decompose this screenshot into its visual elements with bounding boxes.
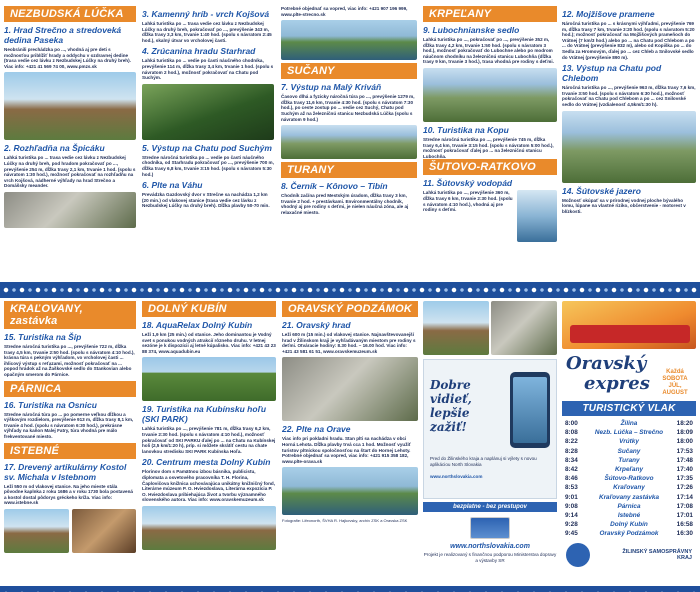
section-bar-kralovany: KRAĽOVANY, zastávka	[4, 301, 136, 329]
text-plte-contact: Potrebné objednať sa vopred, viac info: +421 907 196 999, www.plte-strecno.sk	[281, 6, 408, 17]
text-centrum-mesta: Florinov dom s Pamätnou izbou básnika, publicistu, diplomata a osvetového pracovníka T. H. Florina, Čaplovičova knižnica uchovávajúca unikátny knižničný fond, Literárne múzeum P. O. Hviezdoslava, Literárna expozícia P. O. Hviezdoslava pribiehajúca život a tvorbu významného slovenského autora. Viac info: www.oravskemuzeum.sk	[142, 469, 275, 503]
col-krpelany	[423, 6, 557, 278]
heading-aquarelax: 18. AquaRelax Dolný Kubín	[142, 320, 253, 330]
photo-chlebom	[562, 111, 696, 183]
folk-ornament-band	[0, 282, 700, 298]
ad-app-panel	[423, 359, 557, 499]
col-sucany	[281, 6, 417, 278]
heading-mojzisove-pramene: 12. Mojžišove pramene	[562, 9, 655, 19]
heading-plte-orava: 22. Plte na Orave	[282, 424, 351, 435]
expres-title-1: Oravský	[566, 353, 647, 374]
photo-starhrad	[142, 84, 274, 140]
ad-photo-strip	[423, 301, 557, 355]
heading-lubochnianske-sedlo: 9. Lubochnianske sedlo	[423, 25, 520, 35]
timetable-row: 8:22 Vrútky 18:00	[565, 438, 693, 446]
timetable-row: 8:34 Turany 17:48	[565, 456, 693, 464]
heading-centrum-mesta: 20. Centrum mesta Dolný Kubín	[142, 457, 271, 468]
text-kopa: Stredne náročná turistika po ..., prevýšenie 745 m, dĺžka trasy 6,4 km, trvanie 3:15 hod. (spolu s návratom 5:00 hod.), možnosť pokračovať ďalej po ... na železničnú stanicu Lubochňa.	[423, 136, 554, 159]
text-turistika-sip: Stredne náročná turistika po ..., prevýšenie 722 m, dĺžka trasy 4,5 km, trvanie 2:50 hod. (spolu s návratom 4:10 hod.), krásna túra s pekným výhľadom, vo vrcholovej časti ... ihlicový výstup s reťazami, možnosť pokračovať na ... popod hrádok až na Žaškovské sedlo do Stankovian alebo opačným smerom do Párnice.	[4, 344, 135, 377]
heading-sutovske-jazero: 14. Šútovské jazero	[562, 185, 641, 196]
text-starhrad: Lahká turistika po ... vedie po časti náučného chodníka, prevýšenie 114 m, dĺžka trasy 3,4 km, trvanie 1 hod. (spolu s návratom 2 hod.), možnosť pokračovať na Chatu pod Suchým.	[142, 58, 274, 81]
timetable-row: 8:42 Krpeľany 17:40	[565, 466, 693, 474]
istebne-photos	[4, 506, 136, 556]
ad-title: Dobre vidieť, lepšie zažiť!	[430, 378, 472, 434]
expres-title-2: expres	[584, 373, 650, 394]
photo-rozhladna	[4, 192, 136, 228]
heading-plte-na-vahu: 6. Plte na Váhu	[142, 180, 203, 191]
footer-project-note: Projekt je realizovaný s finančnou podporou Ministerstva dopravy a výstavby SR	[423, 552, 557, 563]
text-chata-pod-chlebom: Náročná turistika po ..., prevýšenie 963 m, dĺžka trasy 7,6 km, trvanie 3:50 hod. (spolu s návratom 6:30 hod.), možnosť pokračovať na Chatu pod Chlebom a po ... cez Snilovské sedlo do Vrátnej (vzdialenosť 4,5km/1:30 h).	[562, 85, 696, 107]
vodopad-row	[423, 190, 557, 242]
col-oravsky-podzamok	[282, 301, 418, 589]
timetable-row: 8:08 Nezb. Lúčka – Strečno 18:09	[565, 429, 693, 437]
text-rozhladna-spicak: Lahká turistika po ... trasa vedie cez lávku z Nezbudskej Lúčky na druhý breh, pod hradom pokračovať po ..., prevýšenie 254 m, dĺžka trasy 2,1 km, trvanie 1 hod. (spolu s návratom 1:30 hod.), možnosť pokračovať na rozhľadňu na vrch Kojšová, nádherné výhľady na hrad Strečno a Domášsky meander.	[4, 155, 136, 189]
text-cernik: Chodník začína pred Mestským úradom, dĺžka trasy 3 km, trvanie 2 hod. + prestávkami. Environmentálny chodník, vhodný aj pre rodiny s deťmi, je nielen náučná zóna, ale aj relaxačné miesto.	[281, 193, 409, 215]
section-bar-sucany: SUČANY	[281, 63, 417, 79]
logo-row	[562, 543, 696, 567]
zsk-logo: ŽILINSKÝ SAMOSPRÁVNY KRAJ	[622, 548, 692, 561]
heading-sutovsky-vodopad: 11. Šútovský vodopád	[423, 178, 513, 189]
timetable-row: 8:28 Sučany 17:53	[565, 447, 693, 455]
heading-kamenny-hrib: 3. Kamenný hríb - vrch Kojšová	[142, 9, 270, 19]
section-bar-oravsky-podzamok: ORAVSKÝ PODZÁMOK	[282, 301, 418, 317]
text-hrad-strecno: Neobránili prechádzka po ..., vhodná aj pre deti s možnosťou priblížiť hrady a oddychu v ozdravnej dedine (trasa vedie cez lávku z Nezbudskej Lúčky na druhý breh). Viac info: +421 41 569 74 00, www.pmzs.sk	[4, 47, 131, 69]
photo-plte	[281, 20, 417, 60]
text-plte-orava: Viac info pri pokladni hradu. Stan plti sa nachádza v obci Horná Lehota. Dĺžka plavby trvá cca 1 hod. Možnosť využiť turistov pltníckou spoločnosťou na štart do Hornej Lehoty. Potrebné objednať sa vopred, viac info: +421 915 358 182, www.plte-orava.sk	[282, 436, 411, 464]
text-kostol-istebne: Leží 550 m od vlakovej stanice. Na jeho mieste stála pôvodne kaplnka z roku 1686 a v roku 1730 bola postavená a kostol dostal pôdorys gréckeho kríža. Viac info: www.istebne.sk	[4, 483, 133, 506]
zsr-logo	[566, 543, 590, 567]
photo-plte-orava	[282, 467, 418, 515]
heading-hrad-strecno: 1. Hrad Strečno a stredoveká dedina Paseka	[4, 25, 122, 45]
timetable-row: 8:46 Šútovo-Ratkovo 17:35	[565, 475, 693, 483]
text-plte-na-vahu: Prevádzka Gazdovský dvor v Strečne sa nachádza 1,2 km (20 min.) od vlakovej stanice (trasa vedie cez lávku z Nezbudskej Lúčky na druhý breh). Dĺžka plavby 50-70 min.	[142, 192, 270, 209]
timetable-row: 9:08 Párnica 17:08	[565, 502, 693, 510]
photo-maly-krivan	[281, 125, 417, 159]
section-bar-krpelany: KRPEĽANY	[423, 6, 557, 22]
heading-chata-pod-chlebom: 13. Výstup na Chatu pod Chlebom	[562, 63, 662, 84]
text-sutovske-jazero: Možnosť okúpať sa v prírodnej vodnej ploche bývalého lomu, lúpane na vlastné riziko, občerstvenie - motorest v blízkosti.	[562, 197, 686, 214]
heading-kopa: 10. Turistika na Kopu	[423, 124, 509, 135]
heading-rozhladna-spicak: 2. Rozhľadňa na Špicáku	[4, 143, 105, 154]
section-bar-turany: TURANY	[281, 162, 417, 178]
text-osnica: Stredne náročná túra po ... po pomerne veľkou dĺžkou a výškovým rozdielom, prevýšenie 913 m, dĺžka trasy 8,1 km, trvanie 4 hod. (spolu s návratom 6:30 hod.), prekrásne výhľady na kaňon Malej Fatry, túra vhodná pre málo frekventované miesto.	[4, 411, 134, 439]
photo-aquarelax	[142, 357, 276, 401]
heading-chata-pod-suchym: 5. Výstup na Chatu pod Suchým	[142, 142, 272, 153]
photo-lubochnianske-sedlo	[423, 68, 557, 122]
ad-photo-2	[491, 301, 557, 355]
timetable-row: 9:45 Oravský Podzámok 16:30	[565, 530, 693, 538]
photo-hrad-strecno	[4, 72, 136, 140]
col-dolny-kubin	[142, 301, 276, 589]
timetable-row: 8:53 Kraľovany 17:26	[565, 484, 693, 492]
photo-kostol-exterior	[4, 509, 69, 553]
timetable	[562, 419, 696, 539]
section-bar-nezbudska-lucka: NEZBUDSKÁ LÚČKA	[4, 6, 136, 22]
ad-photo-1	[423, 301, 489, 355]
col-kralovany	[4, 301, 136, 589]
col-nezbudska-lucka	[4, 6, 136, 278]
heading-maly-krivan: 7. Výstup na Malý Kriváň	[281, 82, 382, 93]
heading-kubinska-hola: 19. Turistika na Kubínsku hoľu (SKI PARK)	[142, 404, 267, 425]
photo-oravsky-hrad	[282, 357, 418, 421]
section-bar-sutovo: ŠUTOVO-RATKOVO	[423, 159, 557, 175]
section-bar-istebne: ISTEBNÉ	[4, 443, 136, 459]
timetable-row: 9:28 Dolný Kubín 16:58	[565, 521, 693, 529]
heading-cernik: 8. Černík – Kônovo – Tibín	[281, 181, 388, 192]
text-sutovsky-vodopad: Lahká turistika po ..., prevýšenie 360 m, dĺžka trasy 6 km, trvanie 2:30 hod. (spolu s návratom 4:10 hod.), vhodná aj pre rodiny s deťmi.	[423, 190, 513, 213]
photo-centrum	[142, 506, 276, 550]
text-lubochnianske-sedlo: Lahká turistika po ..., pokračovať po ..., prevýšenie 352 m, dĺžka trasy 4,2 km, trvanie 1:50 hod. (spolu s návratom 3 hod.), možnosť pokračovať do Lubochne alebo po modrom náučnom chodníku na železničnú stanicu Lubochňa (dĺžka trasy 9 km, trvanie 3 hod.), trasa vhodná pre rodiny s deťmi.	[423, 37, 554, 65]
ad-strip: bezplatne - bez prestupov	[423, 502, 557, 512]
photo-credit: Fotografie: Lifeonorth, ŠVHA R. Hajkovsky, archív ZSK a Oravska ZSK	[282, 518, 408, 524]
photo-kostol-interior	[72, 509, 137, 553]
train-shape	[570, 325, 690, 343]
text-kubinska-hola: Lahká turistika po ..., prevýšenie 781 m, dĺžka trasy 6,2 km, trvanie 2:30 hod. (spolu s návratom 4:10 hod.), možnosť pokračovať od SKI PARKU ďalej po ... na Chatu na Kubínskej holi (2,5 km/1:20 h), príp. si môžete skrátiť cestu na chate lanovkou stredisku SKI PARK Kubínska Hoľa.	[142, 426, 276, 454]
text-aquarelax: Leží 1,9 km (25 min.) od stanice. Jeho dominantou je Vodný svet s ponukou vodných atrakcií rôzneho druhu. V letnej sezóne je k dispozícii aj letné kúpalisko. Viac info: +421 43 23 88 374, www.aquadubin.eu	[142, 332, 276, 354]
expres-schedule: Každá SOBOTA JÚL, AUGUST	[662, 369, 688, 396]
photo-vodopad	[517, 190, 557, 242]
col-mojzisove	[562, 6, 696, 278]
heading-starhrad: 4. Zrúcanina hradu Starhrad	[142, 46, 256, 57]
photo-train	[562, 301, 696, 349]
section-bar-dolny-kubin: DOLNÝ KUBÍN	[142, 301, 276, 317]
ministry-logo	[470, 517, 510, 539]
heading-kostol-istebne: 17. Drevený artikulárny Kostol sv. Michala v Istebnom	[4, 461, 127, 482]
timetable-row: 8:00 Žilina 18:20	[565, 420, 693, 427]
col-oravsky-expres	[562, 301, 696, 589]
col-app-ad	[423, 301, 557, 589]
heading-oravsky-hrad: 21. Oravský hrad	[282, 320, 351, 330]
turisticky-vlak-bar: TURISTICKÝ VLAK	[562, 401, 696, 416]
timetable-row: 9:14 Istebné 17:01	[565, 512, 693, 520]
col-kojsova	[142, 6, 274, 278]
text-mojzisove-pramene: Náročná turistika po ... s krásnymi výhľadmi, prevýšenie 769 m, dĺžka trasy 7 km, trvanie 3:20 hod. (spolu s návratom 5:20 hod.); možnosť pokračovať na Mojžišových prameňoch do Vrátnej (7 km/3 hod.) alebo po ... na Chatu pod Chlebom a po ... do Vrátnej (prevýšenie 832 m), alebo od Kopiška po ... do Sedla za Hromovým, ďalej po ... cez Chleb a Snilovské sedlo do Vrátnej (prevýšenie 890 m).	[562, 21, 695, 60]
folk-ornament-bottom	[0, 586, 700, 592]
expres-title-block	[562, 349, 696, 401]
text-oravsky-hrad: Leží 600 m (15 min.) od vlakovej stanice. Najnavštevovanejší hrad v Žilinskom kraji je vyhľadávaným miestom pre rodiny s deťmi. Otváracie hodiny: 8.30 hod. – 16.00 hod. Viac info: +421 43 581 61 51, www.oravskemuzeum.sk	[282, 332, 416, 354]
heading-osnica: 16. Turistika na Osnicu	[4, 399, 97, 410]
section-bar-parnica: PÁRNICA	[4, 381, 136, 397]
heading-turistika-sip: 15. Turistika na Šíp	[4, 332, 82, 342]
phone-mockup	[510, 372, 550, 448]
text-chata-pod-suchym: Stredne náročná turistika po ... vedie po časti náučného chodníka, od Starhradu pokračovať po ..., prevýšenie 700 m, dĺžka trasy 6,8 km, trvanie 3:15 hod. (spolu s návratom 5:30 hod.)	[142, 154, 274, 177]
timetable-row: 9:01 Kraľovany zastávka 17:14	[565, 493, 693, 501]
phone-screen	[513, 377, 547, 443]
ad-text: Pred do Žilinského kraja a naplánuj si výlety s novou aplikáciou North Slovakia	[430, 456, 537, 467]
footer-url[interactable]: www.northslovakia.com	[450, 543, 530, 550]
text-kamenny-hrib: Lahká turistika po ... trasa vedie cez lávku z Nezbudskej Lúčky na druhý breh, pokračovať po ..., prevýšenie 343 m, dĺžka trasy 3,3 km, trvanie 1:40 hod. (spolu s návratom 2:45 hod.), skalný útvar vo vrcholovej časti.	[142, 21, 272, 43]
text-maly-krivan: Časovo dlhá a fyzicky náročná túra po ..., prevýšenie 1279 m, dĺžka trasy 11,6 km, trvanie 4:30 hod. (spolu s návratom 7:30 hod.), po ceste zostup po ... vedie cez Suchý, Chatu pod Suchým až na železničnú stanicu Nezbudská Lúčka (spolu s návratom 9 hod.)	[281, 94, 415, 122]
ad-url[interactable]: www.northslovakia.com	[430, 474, 483, 479]
